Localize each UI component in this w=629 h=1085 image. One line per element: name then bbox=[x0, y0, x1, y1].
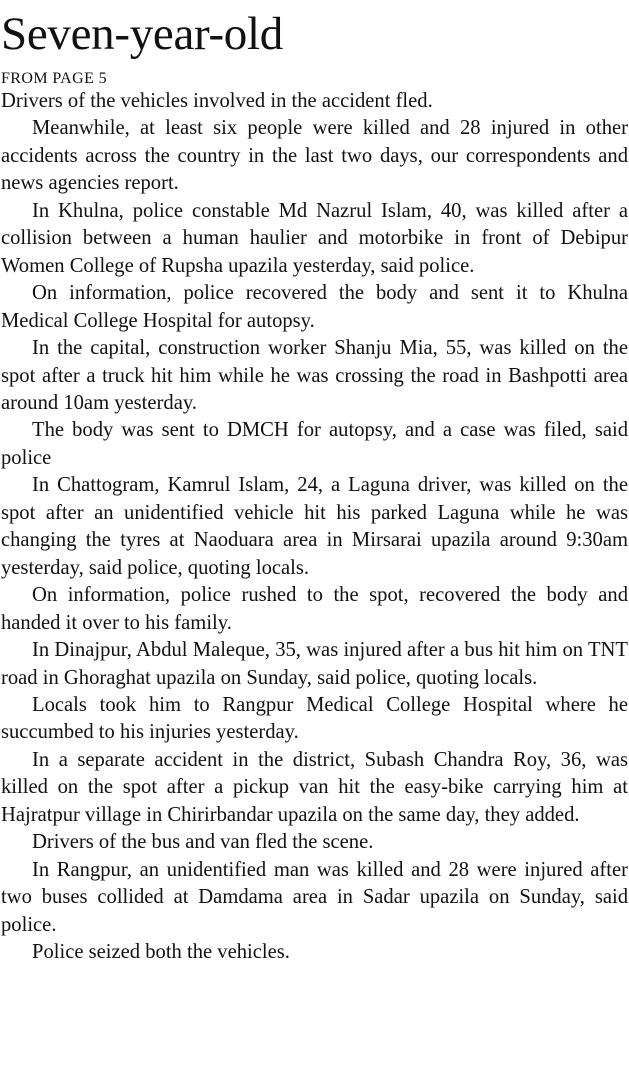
paragraph: In a separate accident in the district, Subash Chandra Roy, 36, was killed on the spot after a pickup van hit the easy-bike carrying him at Hajratpur village in Chirirbandar upazila on the same day, they added. bbox=[1, 748, 628, 826]
jump-line: FROM PAGE 5 bbox=[1, 70, 108, 87]
paragraph: In Khulna, police constable Md Nazrul Islam, 40, was killed after a collision between a human haulier and motorbike in front of Debipur Women College of Rupsha upazila yesterday, said police. bbox=[1, 199, 628, 277]
paragraph: In Rangpur, an unidentified man was killed and 28 were injured after two buses collided at Damdama area in Sadar upazila on Sunday, said police. bbox=[1, 858, 628, 936]
paragraph: In Chattogram, Kamrul Islam, 24, a Laguna driver, was killed on the spot after an unidentified vehicle hit his parked Laguna while he was changing the tyres at Naoduara area in Mirsarai upazila around 9:30am yesterday, said police, quoting locals. bbox=[1, 474, 628, 579]
paragraph: In Dinajpur, Abdul Maleque, 35, was injured after a bus hit him on TNT road in Ghoraghat upazila on Sunday, said police, quoting locals. bbox=[1, 639, 628, 689]
paragraph: On information, police recovered the body and sent it to Khulna Medical College Hospital for autopsy. bbox=[1, 282, 628, 332]
paragraph: Locals took him to Rangpur Medical College Hospital where he succumbed to his injuries yesterday. bbox=[1, 693, 628, 744]
paragraph: Meanwhile, at least six people were killed and 28 injured in other accidents across the country in the last two days, our correspondents and news agencies report. bbox=[1, 117, 628, 195]
paragraph: The body was sent to DMCH for autopsy, and a case was filed, said police bbox=[1, 419, 628, 469]
paragraph: On information, police rushed to the spot, recovered the body and handed it over to his family. bbox=[1, 584, 628, 634]
paragraph: Drivers of the bus and van fled the scene. bbox=[32, 831, 374, 854]
paragraph: Police seized both the vehicles. bbox=[32, 941, 290, 964]
paragraph: In the capital, construction worker Shanju Mia, 55, was killed on the spot after a truck hit him while he was crossing the road in Bashpotti area around 10am yesterday. bbox=[1, 337, 628, 414]
paragraph: Drivers of the vehicles involved in the accident fled. bbox=[1, 90, 433, 112]
article-body bbox=[1, 88, 628, 967]
headline: Seven-year-old bbox=[1, 8, 283, 60]
